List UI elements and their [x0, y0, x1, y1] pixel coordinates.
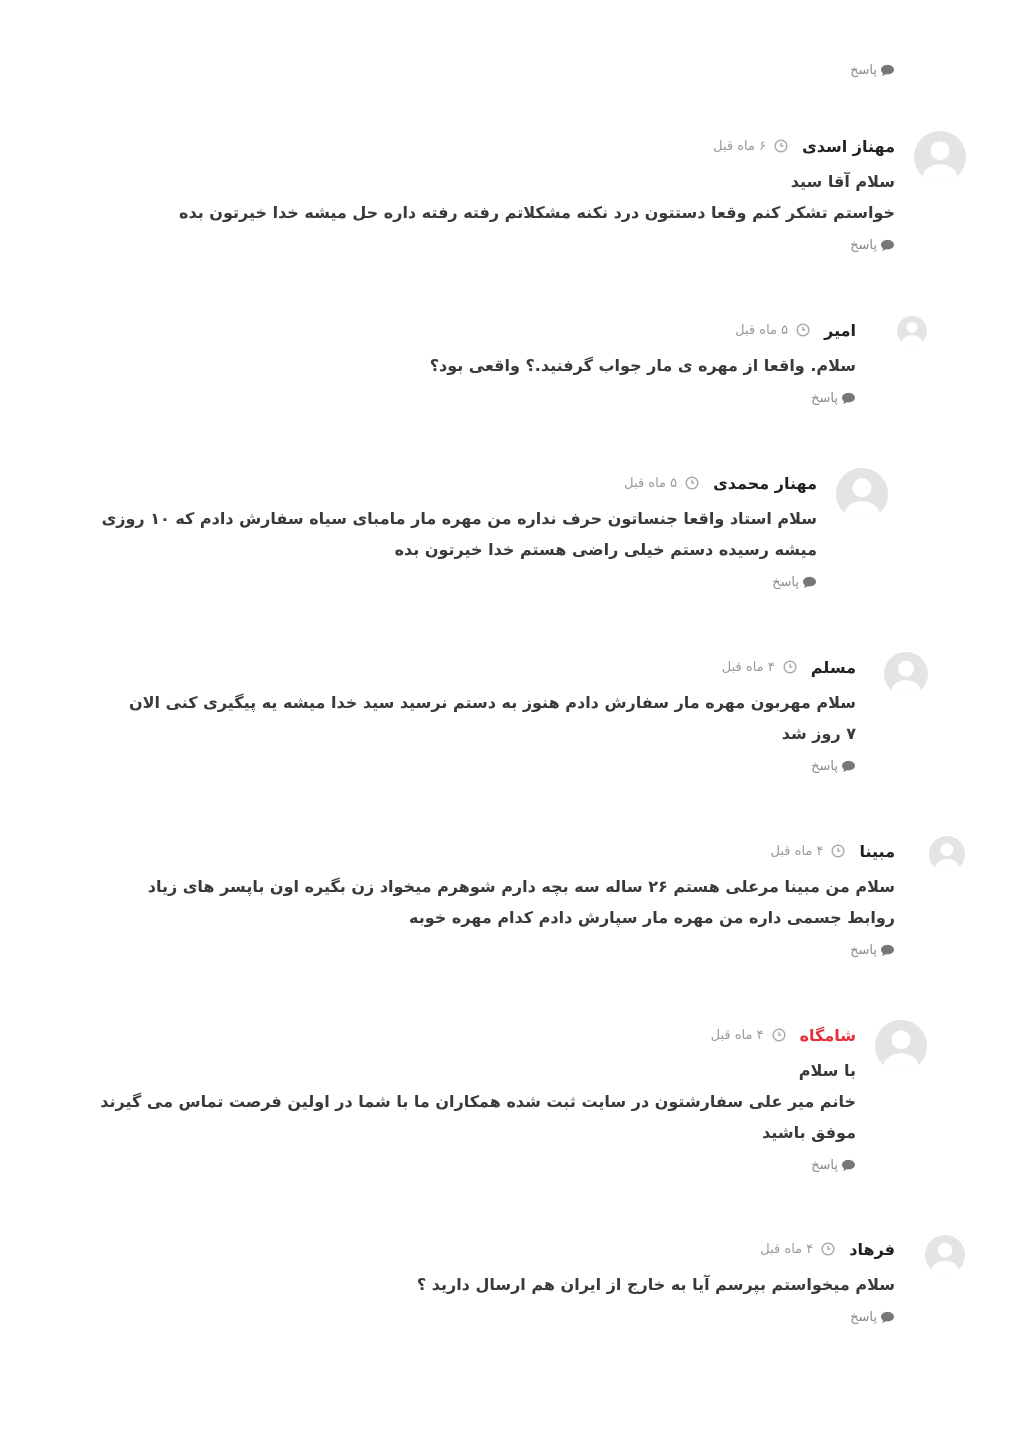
comment — [102, 471, 817, 593]
comment-text — [417, 1269, 895, 1300]
comment-line: سلام آقا سید — [790, 172, 895, 191]
comment-text — [102, 503, 817, 565]
reply-label: پاسخ — [811, 391, 838, 406]
speech-bubble-icon — [841, 760, 856, 773]
comment-line: ۷ روز شد — [781, 724, 856, 743]
reply-link[interactable] — [850, 943, 895, 958]
comment-date[interactable]: ۴ ماه قبل — [770, 843, 824, 859]
reply-label: پاسخ — [850, 238, 877, 253]
speech-bubble-icon — [880, 239, 895, 252]
comment-line: خانم میر علی سفارشتون در سایت ثبت شده همکاران ما با شما در اولین فرصت تماس می گیرند — [100, 1092, 856, 1111]
comment — [100, 1023, 856, 1176]
clock-icon — [685, 476, 699, 490]
avatar — [914, 131, 966, 183]
comment-date[interactable]: ۶ ماه قبل — [713, 138, 767, 154]
reply-link[interactable] — [850, 238, 895, 253]
author-name[interactable]: شامگاه — [799, 1025, 856, 1045]
comment-line: سلام استاد واقعا جنساتون حرف نداره من مهره مار مامبای سیاه سفارش دادم که ۱۰ روزی — [101, 509, 817, 528]
comment-meta — [148, 839, 895, 863]
avatar — [875, 1020, 927, 1072]
comment-line: سلام. واقعا از مهره ی مار جواب گرفنید.؟ واقعی بود؟ — [429, 356, 856, 375]
avatar — [884, 652, 928, 696]
comment-text — [100, 1055, 856, 1148]
comment-meta — [179, 134, 895, 158]
author-name[interactable]: مهنار محمدی — [713, 473, 817, 493]
comment-line: سلام مهربون مهره مار سفارش دادم هنوز به دستم نرسید سید خدا میشه یه پیگیری کنی الان — [128, 693, 856, 712]
author-name[interactable]: مبینا — [859, 841, 895, 861]
speech-bubble-icon — [841, 392, 856, 405]
comment-line: سلام من مبینا مرعلی هستم ۲۶ ساله سه بچه دارم شوهرم میخواد زن بگیره اون باپسر های زیاد — [147, 877, 895, 896]
reply-link[interactable] — [850, 1310, 895, 1325]
clock-icon — [796, 323, 810, 337]
author-name[interactable]: مهناز اسدی — [802, 136, 895, 156]
comment — [417, 1237, 895, 1328]
comment-line: سلام میخواستم بپرسم آیا به خارج از ایران هم ارسال دارید ؟ — [416, 1275, 895, 1294]
reply-link[interactable] — [850, 63, 895, 78]
comment-line: میشه رسیده دستم خیلی راضی هستم خدا خیرتون بده — [394, 540, 817, 559]
reply-label: پاسخ — [850, 1310, 877, 1325]
reply-label: پاسخ — [811, 1158, 838, 1173]
comment-date[interactable]: ۵ ماه قبل — [735, 322, 789, 338]
clock-icon — [821, 1242, 835, 1256]
clock-icon — [783, 660, 797, 674]
comment — [179, 134, 895, 256]
reply-label: پاسخ — [850, 943, 877, 958]
reply-link[interactable] — [811, 391, 856, 406]
comment-line: روابط جسمی داره من مهره مار سپارش دادم کدام مهره خوبه — [409, 908, 895, 927]
comment — [129, 655, 856, 777]
comment-text — [430, 350, 856, 381]
avatar — [925, 1235, 965, 1275]
speech-bubble-icon — [880, 1311, 895, 1324]
author-name[interactable]: فرهاد — [849, 1239, 895, 1259]
clock-icon — [774, 139, 788, 153]
comment — [148, 839, 895, 961]
clock-icon — [772, 1028, 786, 1042]
reply-link[interactable] — [811, 1158, 856, 1173]
comment-date[interactable]: ۴ ماه قبل — [710, 1027, 764, 1043]
comment-meta — [417, 1237, 895, 1261]
reply-label: پاسخ — [772, 575, 799, 590]
avatar — [836, 468, 888, 520]
comment-text — [179, 166, 895, 228]
reply-label: پاسخ — [850, 63, 877, 78]
comment-previous-tail — [850, 62, 895, 81]
comment-meta — [102, 471, 817, 495]
comment-date[interactable]: ۴ ماه قبل — [721, 659, 775, 675]
comment-date[interactable]: ۵ ماه قبل — [624, 475, 678, 491]
comment-line: با سلام — [798, 1061, 856, 1080]
avatar — [929, 836, 965, 872]
comment-meta — [430, 318, 856, 342]
clock-icon — [831, 844, 845, 858]
comment-meta — [100, 1023, 856, 1047]
comment-line: موفق باشید — [762, 1123, 856, 1142]
speech-bubble-icon — [880, 64, 895, 77]
speech-bubble-icon — [880, 944, 895, 957]
reply-label: پاسخ — [811, 759, 838, 774]
author-name[interactable]: امیر — [824, 320, 856, 340]
author-name[interactable]: مسلم — [810, 657, 856, 677]
comment-line: خواستم تشکر کنم وقعا دستتون درد نکنه مشکلاتم رفته رفته داره حل میشه خدا خیرتون بده — [179, 203, 895, 222]
speech-bubble-icon — [802, 576, 817, 589]
reply-link[interactable] — [772, 575, 817, 590]
speech-bubble-icon — [841, 1159, 856, 1172]
avatar — [897, 316, 927, 346]
comment-text — [148, 871, 895, 933]
reply-link[interactable] — [811, 759, 856, 774]
comment-text — [129, 687, 856, 749]
comment-meta — [129, 655, 856, 679]
comment — [430, 318, 856, 409]
comment-date[interactable]: ۴ ماه قبل — [760, 1241, 814, 1257]
